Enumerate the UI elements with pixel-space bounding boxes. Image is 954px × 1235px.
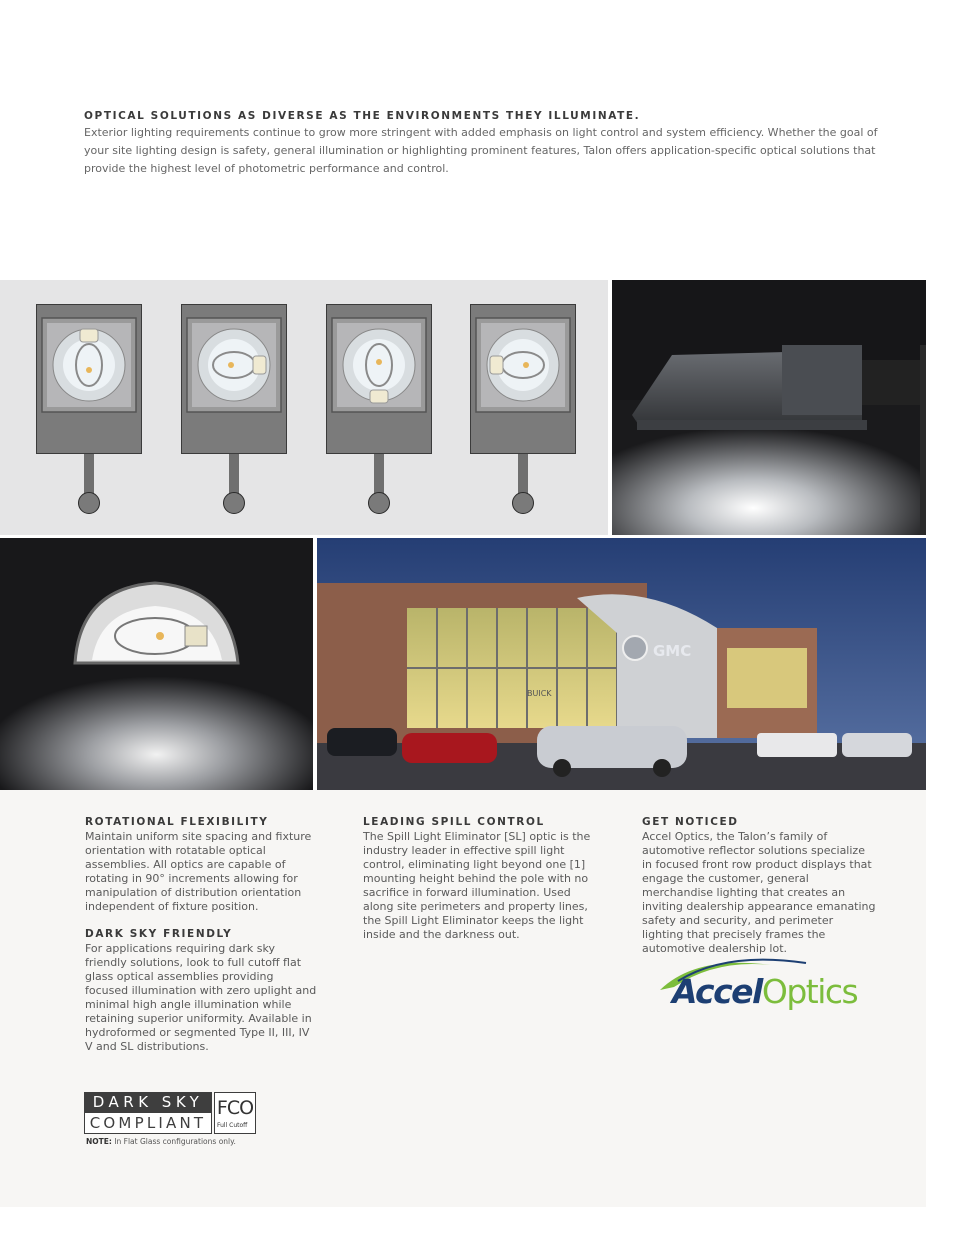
column-middle	[363, 815, 598, 955]
spill-body: The Spill Light Eliminator [SL] optic is the industry leader in effective spill light control, eliminating light beyond one [1] mounting height behind the pole with no sacrifice in forward illumination. Used along site perimeters and property lines, the Spill Light Eliminator keeps the light inside and the darkness out.	[363, 830, 591, 941]
dark-sky-compliant-badge	[84, 1092, 256, 1134]
fco-code: FCO	[216, 1097, 254, 1119]
dark-sky-heading: DARK SKY FRIENDLY	[85, 928, 233, 940]
optic-cutaway-photo	[0, 538, 313, 790]
note-text: In Flat Glass configurations only.	[111, 1137, 236, 1146]
wallpack-fixture-photo	[612, 280, 926, 535]
column-left	[85, 815, 320, 1067]
buick-sign: BUICK	[527, 689, 552, 698]
dealership-photo	[317, 538, 926, 790]
logo-optics-text: Optics	[761, 972, 858, 1011]
spill-heading: LEADING SPILL CONTROL	[363, 816, 545, 828]
accel-optics-logo	[656, 955, 876, 1020]
note-label: NOTE:	[86, 1137, 112, 1146]
column-right	[642, 815, 877, 969]
rotational-body: Maintain uniform site spacing and fixture orientation with rotatable optical assemblies. All optics are capable of rotating in 90° increments allowing for manipulation of distribution orientation independent of fixture position.	[85, 830, 312, 913]
noticed-heading: GET NOTICED	[642, 816, 739, 828]
dark-sky-body: For applications requiring dark sky friendly solutions, look to full cutoff flat glass optical assemblies providing focused illumination with zero uplight and minimal high angle illumination while retaining superior uniformity. Available in hydroformed or segmented Type II, III, IV V and SL distributions.	[85, 942, 317, 1053]
badge-compliant-text: COMPLIANT	[84, 1112, 212, 1134]
fixture-illustration	[36, 304, 142, 454]
fco-mark	[214, 1092, 256, 1134]
intro-heading: OPTICAL SOLUTIONS AS DIVERSE AS THE ENVIRONMENTS THEY ILLUMINATE.	[84, 110, 641, 122]
intro-body: Exterior lighting requirements continue to grow more stringent with added emphasis on light control and system efficiency. Whether the goal of your site lighting design is safety, general illumination or highlighting prominent features, Talon offers application-specific optical solutions that provide the highest level of photometric performance and control.	[84, 126, 878, 175]
fixture-illustration	[470, 304, 576, 454]
logo-accel-text: Accel	[672, 972, 762, 1011]
noticed-body: Accel Optics, the Talon’s family of automotive reflector solutions specialize in focused front row product displays that engage the customer, general merchandise lighting that creates an inviting dealership appearance emanating safety and security, and perimeter lighting that precisely frames the automotive dealership lot.	[642, 830, 876, 955]
fixture-illustration	[181, 304, 287, 454]
fixture-illustrations-panel	[0, 280, 608, 535]
badge-dark-sky-text: DARK SKY	[84, 1092, 212, 1112]
gmc-sign: GMC	[653, 642, 692, 660]
fixture-illustration	[326, 304, 432, 454]
fco-label: Full Cutoff	[217, 1122, 248, 1129]
rotational-heading: ROTATIONAL FLEXIBILITY	[85, 816, 269, 828]
flat-glass-note	[86, 1137, 236, 1146]
